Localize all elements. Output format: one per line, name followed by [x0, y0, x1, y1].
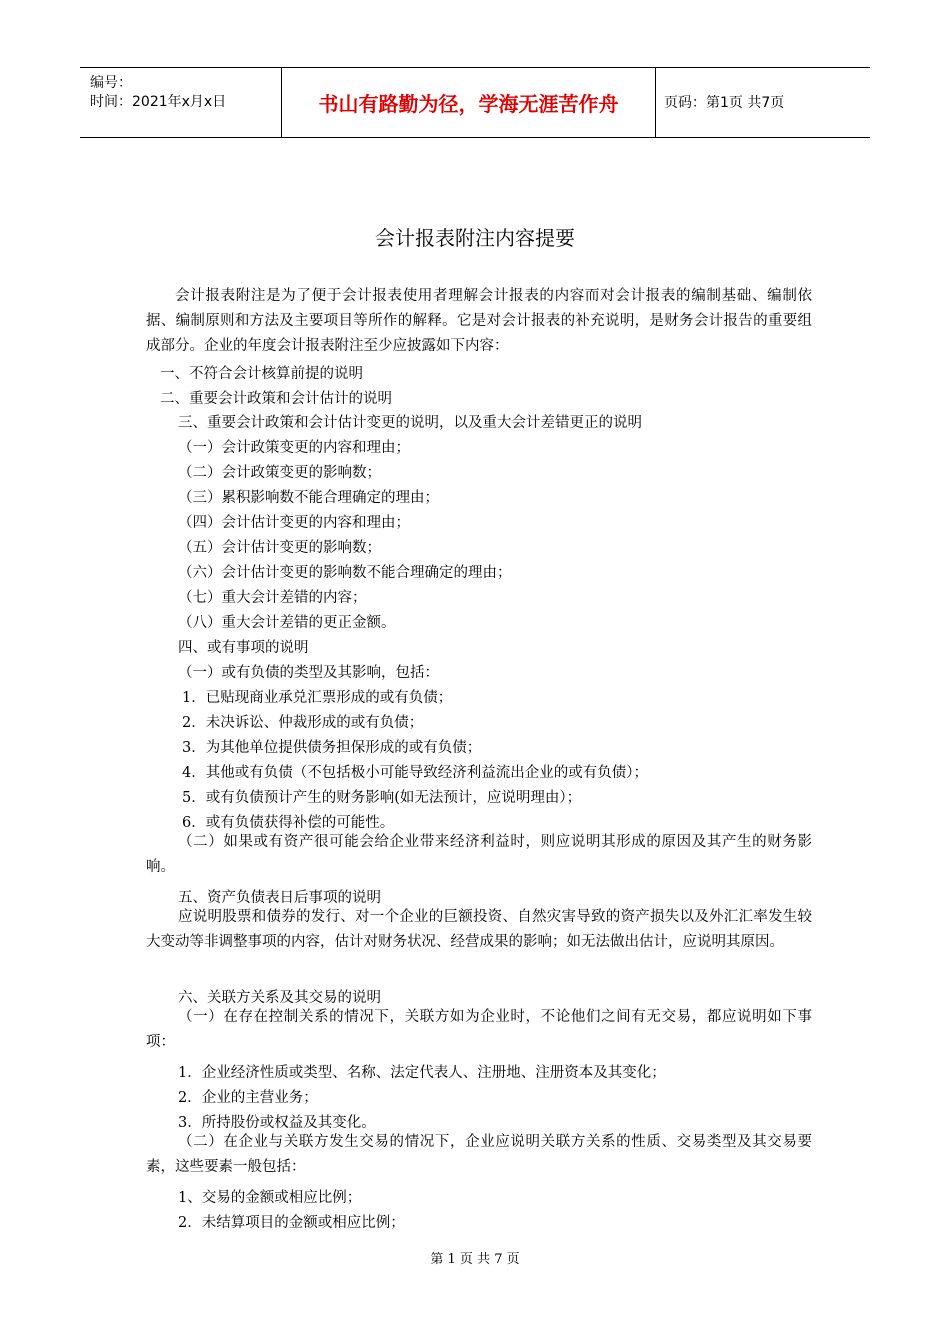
list-item: 1．已贴现商业承兑汇票形成的或有负债； — [182, 690, 453, 706]
list-item: （八）重大会计差错的更正金额。 — [178, 615, 396, 631]
list-item: 2．未结算项目的金额或相应比例； — [178, 1215, 405, 1231]
paragraph: （二）在企业与关联方发生交易的情况下，企业应说明关联方关系的性质、交易类型及其交易要素，这些要素一般包括： — [146, 1134, 812, 1175]
list-item: （三）累积影响数不能合理确定的理由； — [178, 490, 439, 506]
list-item: 1、交易的金额或相应比例； — [178, 1190, 362, 1206]
list-item: 2．未决诉讼、仲裁形成的或有负债； — [182, 715, 424, 731]
paragraph: 应说明股票和债券的发行、对一个企业的巨额投资、自然灾害导致的资产损失以及外汇汇率发生较大变动等非调整事项的内容，估计对财务状况、经营成果的影响；如无法做出估计，应说明其原因。 — [146, 909, 812, 950]
section-heading: 五、资产负债表日后事项的说明 — [178, 890, 381, 906]
page-footer: 第 1 页 共 7 页 — [430, 1252, 520, 1267]
list-item: 1．企业经济性质或类型、名称、法定代表人、注册地、注册资本及其变化； — [178, 1065, 666, 1081]
time-label: 时间：2021年x月x日 — [90, 94, 227, 110]
list-item: 6．或有负债获得补偿的可能性。 — [182, 815, 395, 831]
header-motto: 书山有路勤为径，学海无涯苦作舟 — [318, 92, 619, 116]
list-item: （四）会计估计变更的内容和理由； — [178, 515, 410, 531]
section-heading: 二、重要会计政策和会计估计的说明 — [160, 391, 392, 407]
list-item: （二）会计政策变更的影响数； — [178, 465, 381, 481]
list-item: 2．企业的主营业务； — [178, 1090, 318, 1106]
list-item: 3．所持股份或权益及其变化。 — [178, 1115, 376, 1131]
list-item: （一）或有负债的类型及其影响，包括： — [178, 665, 439, 681]
intro-paragraph: 会计报表附注是为了便于会计报表使用者理解会计报表的内容而对会计报表的编制基础、编制依据、编制原则和方法及主要项目等所作的解释。它是对会计报表的补充说明，是财务会计报告的重要组成部分。企业的年度会计报表附注至少应披露如下内容： — [146, 288, 812, 354]
list-item: （七）重大会计差错的内容； — [178, 590, 367, 606]
list-item: （一）会计政策变更的内容和理由； — [178, 440, 410, 456]
list-item: 3．为其他单位提供债务担保形成的或有负债； — [182, 740, 482, 756]
number-label: 编号： — [90, 75, 132, 91]
section-heading: 六、关联方关系及其交易的说明 — [178, 990, 381, 1006]
list-item: （五）会计估计变更的影响数； — [178, 540, 381, 556]
section-heading: 一、不符合会计核算前提的说明 — [160, 366, 363, 382]
section-heading: 三、重要会计政策和会计估计变更的说明，以及重大会计差错更正的说明 — [178, 415, 642, 431]
section-heading: 四、或有事项的说明 — [178, 640, 309, 656]
list-item: 5．或有负债预计产生的财务影响(如无法预计，应说明理由）； — [182, 790, 582, 806]
document-header — [80, 67, 870, 138]
header-meta — [80, 68, 280, 137]
list-item: （六）会计估计变更的影响数不能合理确定的理由； — [178, 565, 512, 581]
list-item: 4．其他或有负债（不包括极小可能导致经济利益流出企业的或有负债）； — [182, 765, 648, 781]
document-title: 会计报表附注内容提要 — [375, 226, 575, 250]
paragraph: （二）如果或有资产很可能会给企业带来经济利益时，则应说明其形成的原因及其产生的财务影响。 — [146, 834, 812, 875]
paragraph: （一）在存在控制关系的情况下，关联方如为企业时，不论他们之间有无交易，都应说明如下事项： — [146, 1009, 812, 1050]
header-divider — [655, 68, 656, 137]
page-info: 页码：第1页 共7页 — [664, 95, 785, 111]
